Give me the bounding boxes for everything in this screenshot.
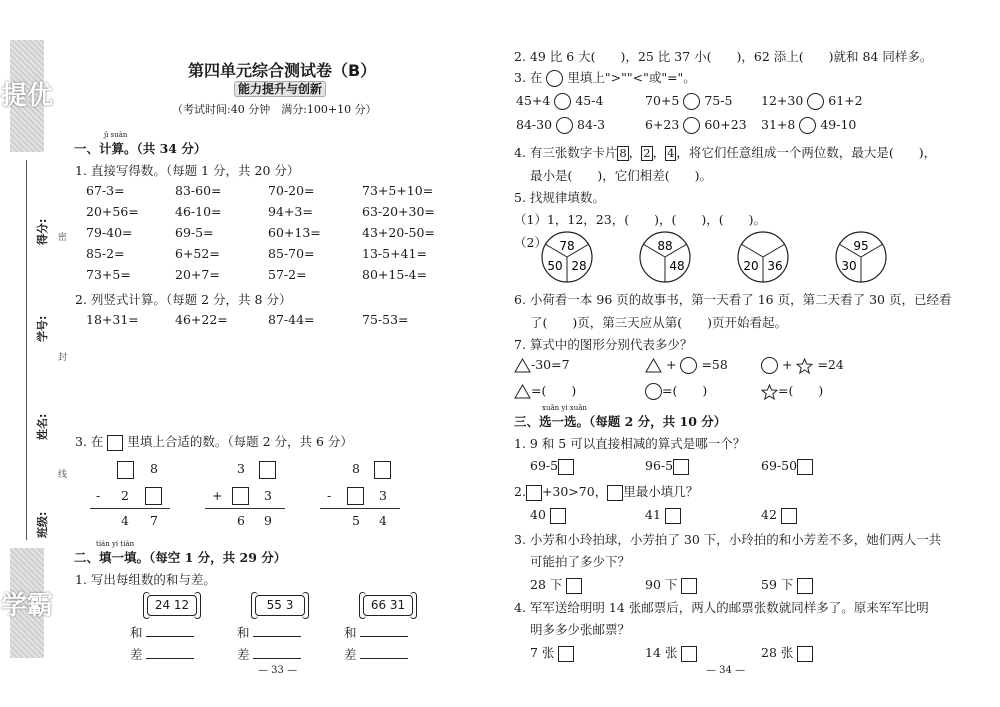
digit-card: 4 xyxy=(667,146,675,160)
page-number: — 34 — xyxy=(706,665,746,676)
label-text: 里填上合适的数。（每题 2 分，共 6 分） xyxy=(127,434,353,449)
checkbox[interactable] xyxy=(797,578,813,594)
choice-option[interactable] xyxy=(761,643,813,662)
sum-label: 和 xyxy=(130,625,143,640)
option-text: 41 xyxy=(645,507,661,522)
compare-circle[interactable] xyxy=(807,93,824,110)
circle-right-num: 28 xyxy=(571,259,587,273)
digit: 6 xyxy=(237,513,245,528)
question-line: （2） xyxy=(514,235,547,250)
expr: 84-3 xyxy=(577,117,606,132)
diff-label: 差 xyxy=(237,647,250,662)
answer-line[interactable] xyxy=(360,642,408,659)
shape-equation xyxy=(645,357,728,374)
calc-item: 80+15-4= xyxy=(362,267,427,282)
sum-line xyxy=(205,508,285,509)
option-text: 59 下 xyxy=(761,577,794,592)
expr: 84-30 xyxy=(516,117,553,132)
circle-icon xyxy=(761,357,778,374)
answer-line[interactable] xyxy=(146,620,194,637)
star-icon xyxy=(796,358,813,374)
question-line: 6. 小荷看一本 96 页的故事书，第一天看了 16 页，第二天看了 30 页，已经看 xyxy=(514,292,952,307)
section-heading: 三、选一选。（每题 2 分，共 10 分） xyxy=(514,414,727,429)
compare-circle[interactable] xyxy=(683,117,700,134)
question-line: 了( )页，第三天应从第( )页开始看起。 xyxy=(530,315,788,330)
checkbox[interactable] xyxy=(550,508,566,524)
label-text: 3. 在 xyxy=(75,434,104,449)
operator: - xyxy=(327,488,332,503)
digit-card: 8 xyxy=(619,146,627,160)
calc-item: 94+3= xyxy=(268,204,313,219)
choice-option[interactable] xyxy=(645,458,689,475)
digit: 3 xyxy=(379,488,387,503)
pinyin: tián yi tián xyxy=(96,540,135,548)
blank-box xyxy=(107,435,123,451)
subtitle-badge: 能力提升与创新 xyxy=(234,81,326,97)
strip-top-text: 提优 xyxy=(1,81,54,111)
calc-item: 60+13= xyxy=(268,225,321,240)
expr: 45+4 xyxy=(516,93,551,108)
checkbox[interactable] xyxy=(781,508,797,524)
option-text: 28 下 xyxy=(530,577,563,592)
sum-label: 和 xyxy=(237,625,250,640)
calc-item: 6+52= xyxy=(175,246,220,261)
option-text: 69-50 xyxy=(761,458,798,473)
equation-text: =58 xyxy=(701,357,728,372)
calc-item: 83-60= xyxy=(175,183,222,198)
calc-item: 13-5+41= xyxy=(362,246,427,261)
digit: 8 xyxy=(150,461,158,476)
question-label xyxy=(514,68,696,87)
option-text: 69-5 xyxy=(530,458,559,473)
calc-item: 63-20+30= xyxy=(362,204,435,219)
strip-bottom-text: 学霸 xyxy=(1,590,54,621)
calc-item: 73+5= xyxy=(86,267,131,282)
question: 2. 49 比 6 大( )，25 比 37 小( )，62 添上( )就和 84 同样多。 xyxy=(514,49,933,64)
equation-text: -30=7 xyxy=(531,357,570,372)
label-text: 2. xyxy=(514,484,526,499)
circle-left-num: 50 xyxy=(547,259,563,273)
answer-line[interactable] xyxy=(253,642,301,659)
checkbox[interactable] xyxy=(681,578,697,594)
answer-box[interactable] xyxy=(374,461,391,479)
compare-item xyxy=(516,117,605,134)
choice-option[interactable] xyxy=(645,507,681,524)
shape-equation xyxy=(761,357,844,374)
label-text: 里填上">""<"或"="。 xyxy=(567,70,696,85)
calc-item: 85-2= xyxy=(86,246,125,261)
question: 4. 有三张数字卡片 8 ， 2 ， 4 ，将它们任意组成一个两位数，最大是( )， xyxy=(514,145,937,160)
expr: 75-5 xyxy=(704,93,733,108)
expr: 60+23 xyxy=(704,117,747,132)
checkbox[interactable] xyxy=(681,646,697,662)
triangle-icon xyxy=(514,358,531,373)
sum-line xyxy=(90,508,170,509)
triangle-icon xyxy=(645,358,662,373)
class-label: 班级: xyxy=(36,511,49,538)
checkbox[interactable] xyxy=(797,646,813,662)
answer-box[interactable] xyxy=(347,487,364,505)
digit-card: 2 xyxy=(643,146,651,160)
student-id-label: 学号: xyxy=(36,315,49,342)
digit: 5 xyxy=(352,513,360,528)
pattern-circles xyxy=(540,230,900,286)
answer-box[interactable] xyxy=(117,461,134,479)
calc-item: 85-70= xyxy=(268,246,315,261)
option-text: 28 张 xyxy=(761,645,794,660)
answer-box[interactable] xyxy=(145,487,162,505)
choice-option[interactable] xyxy=(645,643,697,662)
circle-top-num: 95 xyxy=(853,239,869,253)
answer-box[interactable] xyxy=(232,487,249,505)
label-text: ，将它们任意组成一个两位数，最大是( )， xyxy=(676,145,937,160)
checkbox[interactable] xyxy=(558,646,574,662)
vertical-calc-item: 18+31= xyxy=(86,312,139,327)
pattern-circle xyxy=(738,232,788,282)
number-pair-card: 66 31 xyxy=(363,595,413,616)
equation-text: + xyxy=(781,357,793,372)
choice-option[interactable] xyxy=(761,507,797,524)
question-line: 3. 小芳和小玲拍球，小芳拍了 30 下，小玲拍的和小芳差不多，她们两人一共 xyxy=(514,532,942,547)
diff-label: 差 xyxy=(344,647,357,662)
option-text: 14 张 xyxy=(645,645,678,660)
label-text: 4. 有三张数字卡片 xyxy=(514,145,618,160)
blank-box xyxy=(607,485,623,501)
expr: 61+2 xyxy=(828,93,863,108)
digit: 4 xyxy=(121,513,129,528)
option-text: 40 xyxy=(530,507,546,522)
circle-icon xyxy=(680,357,697,374)
sum-label: 和 xyxy=(344,625,357,640)
choice-option[interactable] xyxy=(761,575,813,594)
compare-item xyxy=(645,117,747,134)
question-line: 4. 军军送给明明 14 张邮票后，两人的邮票张数就同样多了。原来军军比明 xyxy=(514,600,929,615)
digit: 4 xyxy=(379,513,387,528)
calc-item: 73+5+10= xyxy=(362,183,434,198)
question-label: 2. 列竖式计算。（每题 2 分，共 8 分） xyxy=(75,292,292,307)
question-label xyxy=(514,482,698,501)
seal-char: 线 xyxy=(58,470,68,480)
digit: 7 xyxy=(150,513,158,528)
compare-circle[interactable] xyxy=(554,93,571,110)
diff-label: 差 xyxy=(130,647,143,662)
operator: + xyxy=(212,488,223,503)
digit: 3 xyxy=(264,488,272,503)
expr: 45-4 xyxy=(575,93,604,108)
answer-blank[interactable]: =( ) xyxy=(662,383,708,398)
section-heading: 二、填一填。（每空 1 分，共 29 分） xyxy=(74,550,287,565)
calc-item: 20+7= xyxy=(175,267,220,282)
choice-option[interactable] xyxy=(530,458,574,475)
question-label: 5. 找规律填数。 xyxy=(514,190,605,205)
answer-line[interactable] xyxy=(146,642,194,659)
circle-left-num: 20 xyxy=(743,259,759,273)
digit: 8 xyxy=(352,461,360,476)
exam-info: （考试时间:40 分钟 满分:100+10 分） xyxy=(172,103,377,116)
option-text: 96-5 xyxy=(645,458,674,473)
page-number: — 33 — xyxy=(258,665,298,676)
checkbox[interactable] xyxy=(665,508,681,524)
calc-item: 69-5= xyxy=(175,225,214,240)
pinyin: jì suàn xyxy=(104,131,128,139)
expr: 12+30 xyxy=(761,93,804,108)
choice-option[interactable] xyxy=(761,458,813,475)
choice-option[interactable] xyxy=(530,575,582,594)
seal-char: 密 xyxy=(58,233,68,243)
shape-answer xyxy=(514,381,576,399)
question-line: 最小是( )，它们相差( )。 xyxy=(530,168,713,183)
number-pair-card: 24 12 xyxy=(147,595,197,616)
operator: - xyxy=(96,488,101,503)
equation-text: =24 xyxy=(817,357,844,372)
shape-answer xyxy=(645,381,707,400)
checkbox[interactable] xyxy=(558,459,574,475)
answer-line[interactable] xyxy=(360,620,408,637)
checkbox[interactable] xyxy=(566,578,582,594)
circle-left-num: 30 xyxy=(841,259,857,273)
expr: 31+8 xyxy=(761,117,796,132)
expr: 49-10 xyxy=(820,117,857,132)
calc-item: 46-10= xyxy=(175,204,222,219)
calc-item: 79-40= xyxy=(86,225,133,240)
checkbox[interactable] xyxy=(673,459,689,475)
subtitle-wrap xyxy=(234,80,326,97)
circle-icon xyxy=(645,383,662,400)
pinyin: xuǎn yi xuǎn xyxy=(542,404,587,412)
score-label: 得分: xyxy=(36,218,49,245)
answer-blank[interactable]: =( ) xyxy=(778,383,824,398)
label-text: 3. 在 xyxy=(514,70,543,85)
sum-line xyxy=(320,508,400,509)
calc-item: 57-2= xyxy=(268,267,307,282)
circle-top-num: 88 xyxy=(657,239,673,253)
pattern-circle xyxy=(542,232,592,282)
pattern-circle xyxy=(836,232,886,282)
compare-circle[interactable] xyxy=(683,93,700,110)
question-label: 7. 算式中的图形分别代表多少？ xyxy=(514,337,693,352)
compare-circle[interactable] xyxy=(799,117,816,134)
compare-item xyxy=(516,93,603,110)
name-label: 姓名: xyxy=(36,413,49,440)
circle-right-num: 36 xyxy=(767,259,783,273)
calc-item: 43+20-50= xyxy=(362,225,435,240)
compare-circle[interactable] xyxy=(556,117,573,134)
option-text: 42 xyxy=(761,507,777,522)
section-heading: 一、计算。（共 34 分） xyxy=(74,141,207,156)
calc-item: 20+56= xyxy=(86,204,139,219)
star-icon xyxy=(761,384,778,400)
calc-item: 70-20= xyxy=(268,183,315,198)
expr: 70+5 xyxy=(645,93,680,108)
checkbox[interactable] xyxy=(797,459,813,475)
number-pair-card: 55 3 xyxy=(255,595,305,616)
vertical-calc-item: 87-44= xyxy=(268,312,315,327)
question-label: 1. 写出每组数的和与差。 xyxy=(75,572,216,587)
triangle-icon xyxy=(514,384,531,399)
digit: 2 xyxy=(121,488,129,503)
compare-item xyxy=(761,93,863,110)
answer-line[interactable] xyxy=(253,620,301,637)
circle-icon xyxy=(546,70,563,87)
shape-answer xyxy=(761,381,823,400)
answer-box[interactable] xyxy=(259,461,276,479)
expr: 6+23 xyxy=(645,117,680,132)
choice-option[interactable] xyxy=(530,643,574,662)
question-line: 明多多少张邮票？ xyxy=(530,622,631,637)
option-text: 90 下 xyxy=(645,577,678,592)
vertical-calc-item: 75-53= xyxy=(362,312,409,327)
question-label: 1. 9 和 5 可以直接相减的算式是哪一个？ xyxy=(514,436,746,451)
blank-box xyxy=(526,485,542,501)
shape-equation xyxy=(514,357,570,373)
label-text: 里最小填几？ xyxy=(623,484,699,499)
page-title: 第四单元综合测试卷（B） xyxy=(188,61,377,80)
choice-option[interactable] xyxy=(530,507,566,524)
compare-item xyxy=(761,117,856,134)
digit: 3 xyxy=(237,461,245,476)
option-text: 7 张 xyxy=(530,645,555,660)
pattern-circle xyxy=(640,232,690,282)
calc-item: 67-3= xyxy=(86,183,125,198)
answer-blank[interactable]: =( ) xyxy=(531,383,577,398)
compare-item xyxy=(645,93,732,110)
strip-vertical-line xyxy=(26,160,27,540)
circle-top-num: 78 xyxy=(559,239,575,253)
seal-char: 封 xyxy=(58,353,68,363)
digit: 9 xyxy=(264,513,272,528)
choice-option[interactable] xyxy=(645,575,697,594)
question-label: 1. 直接写得数。（每题 1 分，共 20 分） xyxy=(75,163,300,178)
label-text: +30>70， xyxy=(541,484,608,499)
question-label xyxy=(75,432,353,451)
circle-right-num: 48 xyxy=(669,259,685,273)
question-line: 可能拍了多少下？ xyxy=(530,554,631,569)
vertical-calc-item: 46+22= xyxy=(175,312,228,327)
question-line: （1）1，12，23，( )，( )，( )。 xyxy=(514,212,766,227)
equation-text: + xyxy=(665,357,677,372)
